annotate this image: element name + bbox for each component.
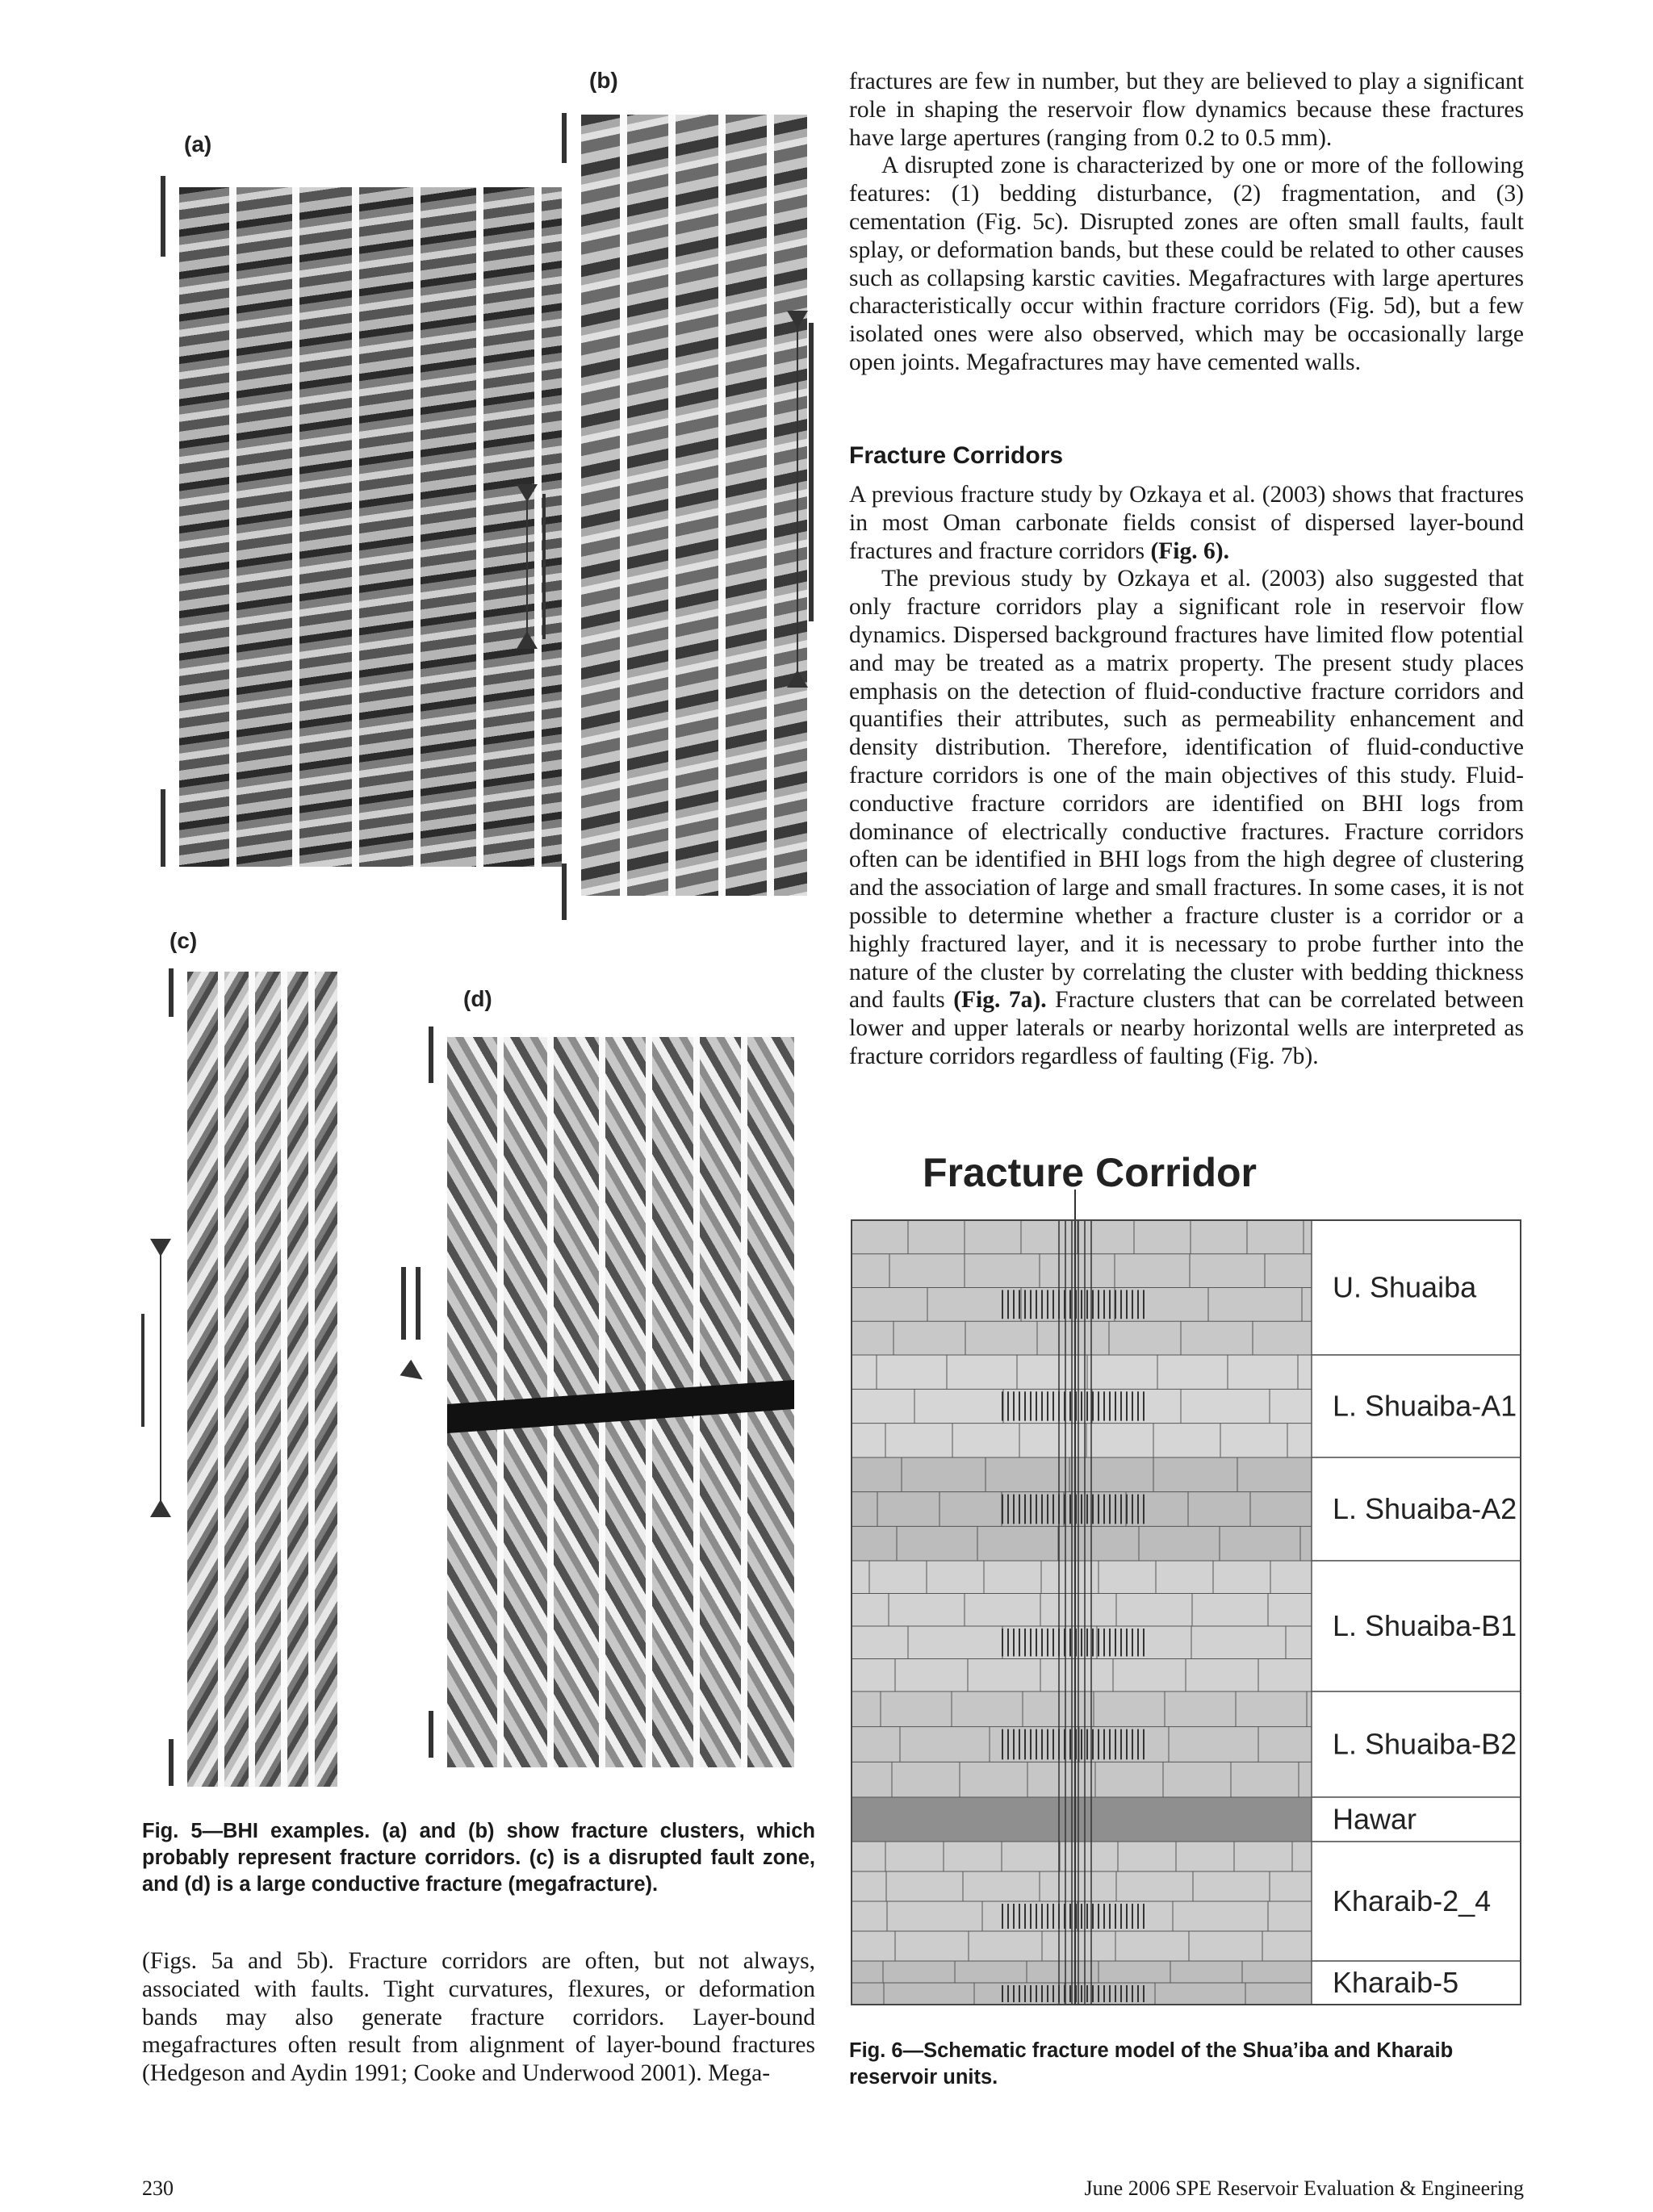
arrow-b-right-line xyxy=(797,323,798,679)
marker-b-bottom xyxy=(562,863,567,920)
arrowhead-b-bottom xyxy=(517,631,538,649)
left-column-text xyxy=(142,1947,815,2088)
ref-fig6: (Fig. 6). xyxy=(1150,537,1229,564)
marker-d-left-1 xyxy=(401,1267,406,1340)
fig6-layer-label-2: L. Shuaiba-A2 xyxy=(1333,1492,1517,1525)
paragraph-previous-study xyxy=(849,481,1524,565)
bhi-image-c xyxy=(187,972,337,1787)
fig5-caption: Fig. 5—BHI examples. (a) and (b) show fracture clusters, which probably represent fracture corridors. (c) is a disrupted fault zone, and (d) is a large conductive fracture (megafracture). xyxy=(142,1820,815,1896)
marker-c-top xyxy=(169,968,174,1017)
paragraph-disrupted-zone: A disrupted zone is characterized by one or more of the following features: (1) bedding disturbance, (2) fragmentation, and (3) cementation (Fig. 5c). Disrupted zones are often small faults, fault splay, or deformation bands, but these could be related to other causes such as collapsing karstic cavities. Megafractures with large apertures characteristically occur within fracture corridors (Fig. 5d), but a few isolated ones were also observed, which may be occasionally large open joints. Megafractures may have cemented walls. xyxy=(849,153,1524,375)
bhi-image-d xyxy=(447,1037,794,1767)
right-column-body xyxy=(849,481,1524,1071)
marker-d-left-2 xyxy=(416,1267,421,1340)
page-number: 230 xyxy=(142,2176,174,2200)
paragraph-megafractures: fractures are few in number, but they are believed to play a significant role in shaping the reservoir flow dynamics because these fractures have large apertures (ranging from 0.2 to 0.5 mm). xyxy=(849,69,1524,151)
arrow-b-line xyxy=(526,494,528,639)
fig6-caption: Fig. 6—Schematic fracture model of the Shua’iba and Kharaib reservoir units. xyxy=(849,2039,1454,2089)
bhi-image-b xyxy=(581,115,807,896)
marker-c-bottom xyxy=(169,1739,174,1786)
fig5-label-a: (a) xyxy=(184,132,212,157)
journal-footer: June 2006 SPE Reservoir Evaluation & Engineering xyxy=(1084,2176,1524,2200)
fig5-label-d: (d) xyxy=(463,986,492,1011)
marker-c-left xyxy=(141,1314,144,1427)
bhi-image-a xyxy=(179,187,562,867)
paragraph-corridors-flow xyxy=(849,565,1524,1070)
paragraph-previous-study-text: A previous fracture study by Ozkaya et al. (2003) shows that fractures in most Oman carbonate fields consist of dispersed layer-bound fractures and fracture corridors xyxy=(849,482,1524,564)
ref-fig7a: (Fig. 7a). xyxy=(953,987,1047,1014)
marker-d-bottom xyxy=(429,1711,433,1758)
fig6-layer-label-5: Hawar xyxy=(1333,1802,1417,1836)
marker-b-right xyxy=(809,323,814,621)
marker-a-bottom xyxy=(161,789,165,867)
section-heading: Fracture Corridors xyxy=(849,442,1064,469)
paragraph-corridors-flow-tail: Fracture clusters that can be correlated between lower and upper laterals or nearby horizontal wells are interpreted as fracture corridors regardless of faulting (Fig. 7b). xyxy=(849,987,1524,1069)
fig6-layer-label-6: Kharaib-2_4 xyxy=(1333,1884,1492,1917)
marker-d-top xyxy=(429,1027,433,1083)
fig6-diagram xyxy=(847,1149,1525,2009)
arrow-c-line xyxy=(160,1249,161,1507)
fig5-label-c: (c) xyxy=(169,928,198,953)
arrowhead-c-bottom xyxy=(150,1499,171,1517)
left-paragraph: (Figs. 5a and 5b). Fracture corridors are often, but not always, associated with faults. Tight curvatures, flexures, or deformation bands may also generate fracture corridors. Layer-bound megafractures often result from alignment of layer-bound fractures (Hedgeson and Aydin 1991; Cooke and Underwood 2001). Mega- xyxy=(142,1948,815,2087)
fig6-layer-label-0: U. Shuaiba xyxy=(1333,1270,1477,1304)
paragraph-corridors-flow-text: The previous study by Ozkaya et al. (2003) also suggested that only fracture corridors play a significant role in reservoir flow dynamics. Dispersed background fractures have limited flow potential and may be treated as a matrix property. The present study places emphasis on the detection of fluid-conductive fracture corridors and quantifies their attributes, such as permeability enhancement and density distribution. Therefore, identification of fluid-conductive fracture corridors is one of the main objectives of this study. Fluid-conductive fracture corridors are identified on BHI logs from dominance of electrically conductive fractures. Fracture corridors often can be identified in BHI logs from the high degree of clustering and the association of large and small fractures. In some cases, it is not possible to determine whether a fracture cluster is a corridor or a highly fractured layer, and it is necessary to probe further into the nature of the cluster by correlating the cluster with bedding thickness and faults xyxy=(849,566,1524,1014)
right-column-top xyxy=(849,68,1524,377)
fig6-layer-5 xyxy=(852,1797,1312,1842)
marker-b-top xyxy=(562,113,567,163)
fig6-layer-label-1: L. Shuaiba-A1 xyxy=(1333,1389,1517,1423)
arrow-d-megafracture xyxy=(400,1360,428,1388)
marker-a-top xyxy=(161,176,165,257)
fig6-title: Fracture Corridor xyxy=(923,1150,1257,1195)
arrowhead-b-right-bottom xyxy=(787,670,808,688)
fig6-layer-label-7: Kharaib-5 xyxy=(1333,1966,1459,1999)
marker-b-mid xyxy=(542,494,546,639)
fig5-label-b: (b) xyxy=(589,68,618,93)
fig6-layer-label-4: L. Shuaiba-B2 xyxy=(1333,1727,1517,1761)
fig6-layer-label-3: L. Shuaiba-B1 xyxy=(1333,1609,1517,1642)
